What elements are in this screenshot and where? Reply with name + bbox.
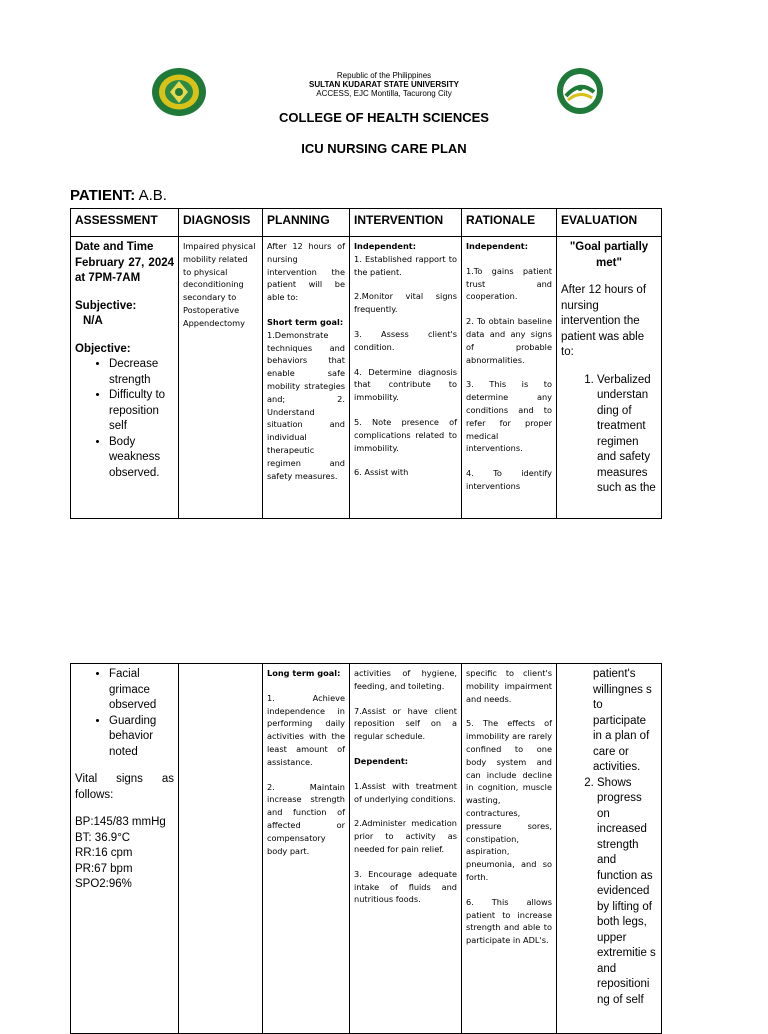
list-item: • Body weakness observed. xyxy=(109,435,174,482)
intervention-item: 6. Assist with xyxy=(354,467,409,478)
university-address: ACCESS, EJC Montilla, Tacurong City xyxy=(316,89,452,98)
rationale-item: 1.To gains patient trust and cooperation. xyxy=(466,265,552,302)
assessment-cell xyxy=(71,664,179,1034)
intervention-item: 2.Monitor vital signs frequently. xyxy=(354,291,457,315)
independent-label: Independent: xyxy=(466,241,528,251)
header-rationale: RATIONALE xyxy=(462,209,557,237)
plan-title: ICU NURSING CARE PLAN xyxy=(301,141,467,156)
list-item: • Decrease strength xyxy=(109,357,174,388)
republic-line: Republic of the Philippines xyxy=(336,71,432,80)
evaluation-cell xyxy=(557,237,662,519)
university-name: SULTAN KUDARAT STATE UNIVERSITY xyxy=(309,80,459,89)
header-planning: PLANNING xyxy=(263,209,350,237)
vital-bp: BP:145/83 mmHg xyxy=(75,816,166,828)
patient-value: A.B. xyxy=(138,187,167,204)
dependent-item: 3. Encourage adequate intake of fluids and nutritious foods. xyxy=(354,868,457,905)
intervention-cell xyxy=(350,664,462,1034)
dependent-label: Dependent: xyxy=(354,755,409,766)
diagnosis-cell xyxy=(179,237,263,519)
intervention-item: 5. Note presence of complications related to immobility. xyxy=(354,416,457,453)
patient-line xyxy=(70,187,167,204)
long-term-item: 1. Achieve independence in performing daily activities with the least amount of assistance. xyxy=(267,692,345,767)
independent-label: Independent: xyxy=(354,241,416,251)
list-item: • Facial grimace observed xyxy=(109,667,174,714)
vital-spo2: SPO2:96% xyxy=(75,878,132,890)
evaluation-intro: After 12 hours of nursing intervention the patient was able to: xyxy=(561,284,647,358)
evaluation-cont: patient's willingnes s to participate in a plan of care or activities. xyxy=(593,668,652,773)
table-header-row xyxy=(71,209,662,237)
list-item: 2. Shows progress on increased strength and function as evidenced by lifting of both legs, upper extremitie s and repositioni ng of self xyxy=(597,776,657,1009)
intervention-item: 4. Determine diagnosis that contribute to immobility. xyxy=(354,366,457,403)
dependent-item: 1.Assist with treatment of underlying conditions. xyxy=(354,780,457,804)
vital-rr: RR:16 cpm xyxy=(75,847,133,859)
short-term-text: 1.Demonstrate techniques and behaviors that enable safe mobility strategies and; 2. Understand situation and individual therapeutic regimen and safety measures. xyxy=(267,329,345,481)
evaluation-list xyxy=(561,776,657,1009)
intervention-cell xyxy=(350,237,462,519)
rationale-cell xyxy=(462,664,557,1034)
dependent-item: 2.Administer medication prior to activity as needed for pain relief. xyxy=(354,818,457,854)
header-assessment: ASSESSMENT xyxy=(71,209,179,237)
header-diagnosis: DIAGNOSIS xyxy=(179,209,263,237)
vital-bt: BT: 36.9°C xyxy=(75,831,131,844)
vitals-label: Vital signs as follows: xyxy=(75,773,174,801)
table-row xyxy=(71,237,662,519)
short-term-label: Short term goal: xyxy=(267,316,344,327)
date-label: Date and Time xyxy=(75,241,154,253)
intervention-item: 3. Assess client's condition. xyxy=(354,328,457,352)
table-row xyxy=(71,664,662,1034)
assessment-cell xyxy=(71,237,179,519)
intervention-item: 1. Established rapport to the patient. xyxy=(354,253,457,277)
header-evaluation: EVALUATION xyxy=(557,209,662,237)
rationale-item: 6. This allows patient to increase strength and able to participate in ADL's. xyxy=(466,896,552,946)
patient-label: PATIENT: xyxy=(70,187,136,204)
list-item: • Guarding behavior noted xyxy=(109,714,174,761)
objective-list xyxy=(75,357,174,481)
care-plan-table-page1 xyxy=(70,208,662,519)
intervention-item: 7.Assist or have client reposition self on a regular schedule. xyxy=(354,705,457,742)
objective-label: Objective: xyxy=(75,342,131,355)
college-name: COLLEGE OF HEALTH SCIENCES xyxy=(279,110,489,125)
diagnosis-text: Impaired physical mobility related to physical deconditioning secondary to Postoperative Appendectomy xyxy=(183,241,256,328)
diagnosis-cell xyxy=(179,664,263,1034)
rationale-item: 4. To identify interventions xyxy=(466,468,552,491)
evaluation-list xyxy=(561,373,657,497)
rationale-cell xyxy=(462,237,557,519)
assessment-list xyxy=(75,667,174,760)
subjective-label: Subjective: xyxy=(75,299,137,312)
list-item: • Difficulty to reposition self xyxy=(109,388,174,435)
long-term-label: Long term goal: xyxy=(267,668,341,678)
planning-intro: After 12 hours of nursing intervention the patient will be able to: xyxy=(267,241,345,303)
rationale-item: 5. The effects of immobility are rarely confined to one body system and can include decline in cognition, muscle wasting, contractures, pressure sores, constipation, aspiration, pneumonia, and so forth. xyxy=(466,718,552,882)
rationale-cont: specific to client's mobility impairment and needs. xyxy=(466,668,552,704)
rationale-item: 3. This is to determine any conditions and to refer for proper medical interventions. xyxy=(466,379,552,454)
header-intervention: INTERVENTION xyxy=(350,209,462,237)
care-plan-table-page2 xyxy=(70,663,662,1034)
rationale-item: 2. To obtain baseline data and any signs of probable abnormalities. xyxy=(466,316,552,365)
subjective-value: N/A xyxy=(83,315,103,327)
intervention-cont: activities of hygiene, feeding, and toileting. xyxy=(354,668,457,691)
vital-pr: PR:67 bpm xyxy=(75,862,133,875)
evaluation-heading: "Goal partially met" xyxy=(569,241,649,269)
evaluation-cell xyxy=(557,664,662,1034)
long-term-item: 2. Maintain increase strength and function of affected or compensatory body part. xyxy=(267,781,345,856)
list-item: 1. Verbalized understan ding of treatment regimen and safety measures such as the xyxy=(597,373,657,497)
date-value: February 27, 2024 at 7PM-7AM xyxy=(75,256,174,284)
planning-cell xyxy=(263,664,350,1034)
planning-cell xyxy=(263,237,350,519)
